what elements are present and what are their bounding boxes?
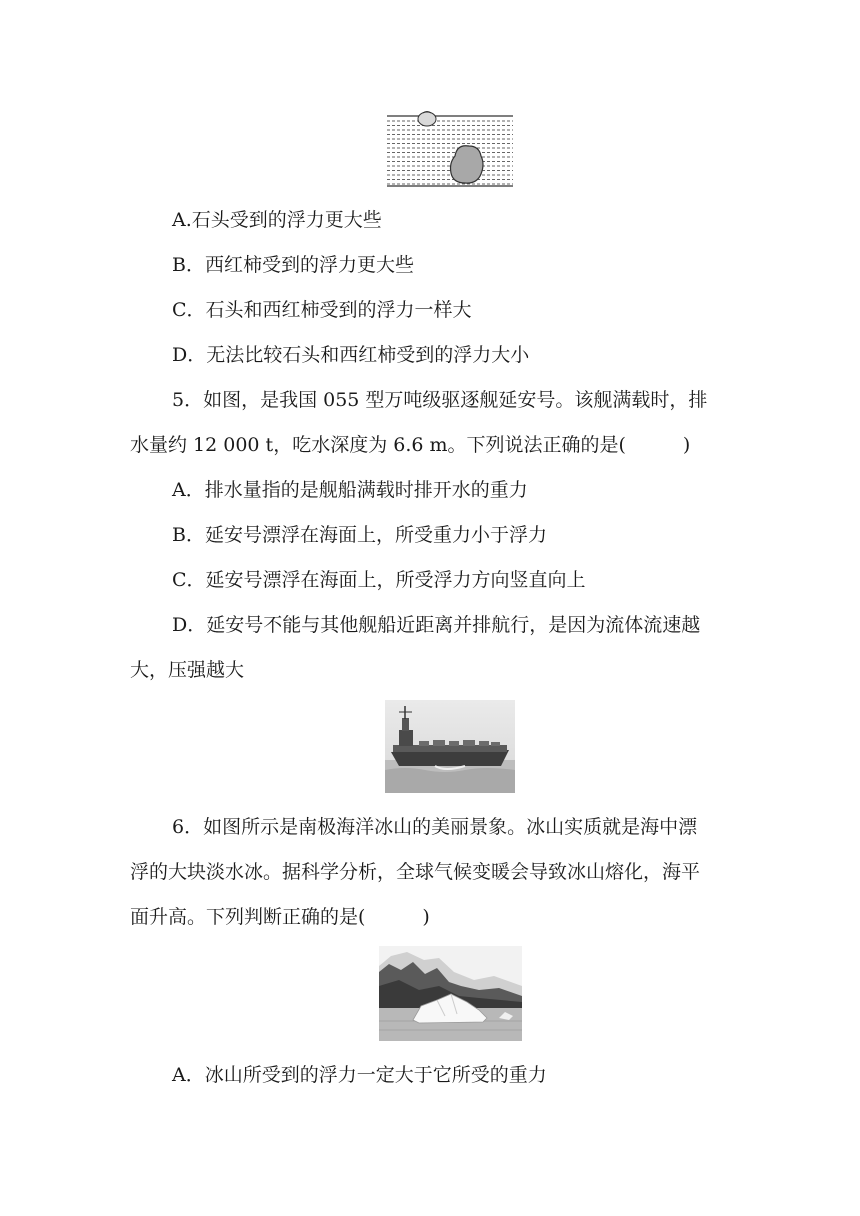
q6-option-a: A．冰山所受到的浮力一定大于它所受的重力 — [172, 1064, 547, 1086]
q5-option-c: C．延安号漂浮在海面上，所受浮力方向竖直向上 — [172, 569, 586, 591]
iceberg-photo — [379, 946, 522, 1041]
q4-option-d: D．无法比较石头和西红柿受到的浮力大小 — [172, 344, 530, 366]
q5-option-b: B．延安号漂浮在海面上，所受重力小于浮力 — [172, 524, 547, 546]
stone-shape — [451, 146, 484, 183]
q4-option-b: B．西红柿受到的浮力更大些 — [172, 254, 414, 276]
q6-stem-line-3: 面升高。下列判断正确的是( ) — [130, 906, 430, 928]
q5-option-d: D．延安号不能与其他舰船近距离并排航行，是因为流体流速越 — [172, 614, 701, 636]
q5-option-a: A．排水量指的是舰船满载时排开水的重力 — [172, 479, 528, 501]
q5-stem-line-2: 水量约 12 000 t，吃水深度为 6.6 m。下列说法正确的是( ) — [130, 434, 691, 456]
q5-option-d-continuation: 大，压强越大 — [130, 659, 245, 681]
q6-stem-line-2: 浮的大块淡水冰。据科学分析，全球气候变暖会导致冰山熔化，海平 — [130, 861, 701, 883]
q4-option-a: A.石头受到的浮力更大些 — [172, 209, 382, 231]
water-tank-figure — [385, 108, 515, 190]
q5-stem-line-1: 5．如图，是我国 055 型万吨级驱逐舰延安号。该舰满载时，排 — [172, 389, 708, 411]
warship-photo — [385, 700, 515, 793]
q6-stem-line-1: 6．如图所示是南极海洋冰山的美丽景象。冰山实质就是海中漂 — [172, 816, 698, 838]
q4-option-c: C．石头和西红柿受到的浮力一样大 — [172, 299, 472, 321]
tomato-shape — [418, 112, 436, 126]
